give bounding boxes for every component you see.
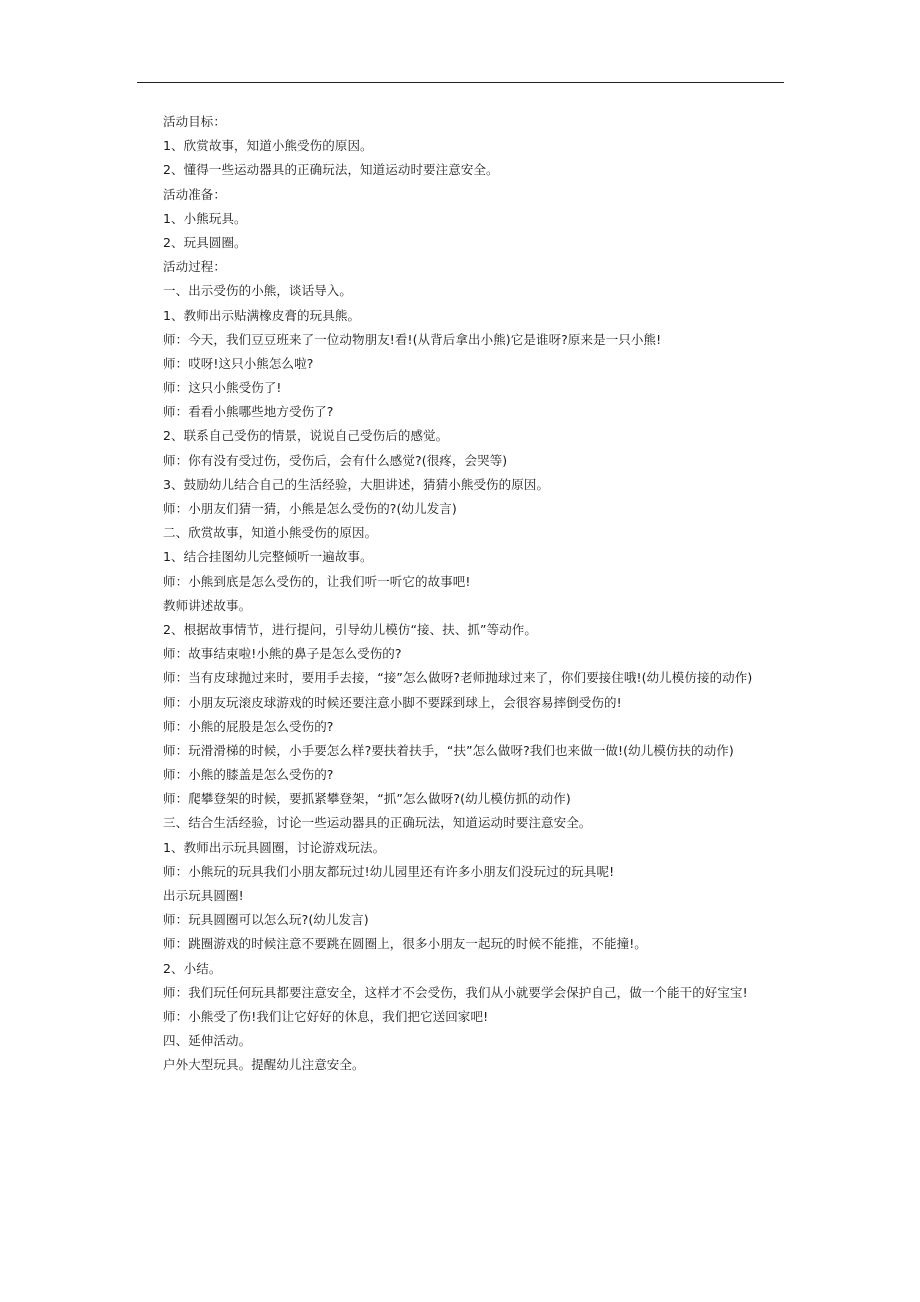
- text-line: 师：玩滑滑梯的时候，小手要怎么样?要扶着扶手，“扶”怎么做呀?我们也来做一做!(幼儿模仿扶的动作): [163, 742, 734, 758]
- text-line: 师：小朋友们猜一猜，小熊是怎么受伤的?(幼儿发言): [163, 501, 457, 516]
- text-line: 师：玩具圆圈可以怎么玩?(幼儿发言): [163, 912, 369, 928]
- text-line: 一、出示受伤的小熊，谈话导入。: [163, 283, 353, 299]
- header-rule: [137, 82, 784, 83]
- text-line: 1、结合挂图幼儿完整倾听一遍故事。: [163, 549, 373, 565]
- text-line: 2、懂得一些运动器具的正确玩法，知道运动时要注意安全。: [163, 162, 499, 178]
- text-line: 师：故事结束啦!小熊的鼻子是怎么受伤的?: [163, 646, 402, 662]
- text-line: 师：当有皮球抛过来时，要用手去接，“接”怎么做呀?老师抛球过来了，你们要接住哦!(幼儿模仿接的动作): [163, 670, 753, 686]
- text-line: 1、教师出示玩具圆圈，讨论游戏玩法。: [163, 839, 386, 855]
- text-line: 师：哎呀!这只小熊怎么啦?: [163, 355, 314, 371]
- text-line: 出示玩具圆圈!: [163, 888, 244, 903]
- text-line: 2、玩具圆圈。: [163, 234, 247, 250]
- text-line: 师：小朋友玩滚皮球游戏的时候还要注意小脚不要踩到球上，会很容易摔倒受伤的!: [163, 694, 622, 710]
- text-line: 1、欣赏故事，知道小熊受伤的原因。: [163, 138, 373, 154]
- text-line: 师：小熊到底是怎么受伤的，让我们听一听它的故事吧!: [163, 573, 471, 589]
- text-line: 教师讲述故事。: [163, 597, 252, 613]
- text-line: 师：小熊受了伤!我们让它好好的休息，我们把它送回家吧!: [163, 1008, 489, 1024]
- text-line: 活动目标：: [163, 114, 227, 129]
- text-line: 师：这只小熊受伤了!: [163, 380, 282, 396]
- text-line: 三、结合生活经验，讨论一些运动器具的正确玩法，知道运动时要注意安全。: [163, 815, 592, 831]
- text-line: 师：跳圈游戏的时候注意不要跳在圆圈上，很多小朋友一起玩的时候不能推，不能撞!。: [163, 936, 647, 952]
- text-line: 2、根据故事情节，进行提问，引导幼儿模仿“接、扶、抓”等动作。: [163, 621, 538, 637]
- text-line: 师：小熊玩的玩具我们小朋友都玩过!幼儿园里还有许多小朋友们没玩过的玩具呢!: [163, 863, 615, 879]
- text-line: 1、教师出示贴满橡皮膏的玩具熊。: [163, 307, 361, 323]
- text-line: 1、小熊玩具。: [163, 210, 247, 226]
- text-line: 师：小熊的屁股是怎么受伤的?: [163, 718, 334, 734]
- text-line: 师：小熊的膝盖是怎么受伤的?: [163, 767, 334, 783]
- text-line: 3、鼓励幼儿结合自己的生活经验，大胆讲述，猜猜小熊受伤的原因。: [163, 476, 550, 492]
- text-line: 师：你有没有受过伤，受伤后，会有什么感觉?(很疼，会哭等): [163, 452, 508, 468]
- text-line: 二、欣赏故事，知道小熊受伤的原因。: [163, 525, 378, 541]
- text-line: 师：我们玩任何玩具都要注意安全，这样才不会受伤，我们从小就要学会保护自己，做一个能干的好宝宝!: [163, 984, 748, 1000]
- text-line: 活动准备：: [163, 186, 227, 202]
- text-line: 四、延伸活动。: [163, 1033, 252, 1049]
- text-line: 户外大型玩具。提醒幼儿注意安全。: [163, 1057, 365, 1073]
- text-line: 师：看看小熊哪些地方受伤了?: [163, 404, 334, 420]
- text-line: 2、联系自己受伤的情景，说说自己受伤后的感觉。: [163, 428, 449, 444]
- text-line: 师：爬攀登架的时候，要抓紧攀登架，“抓”怎么做呀?(幼儿模仿抓的动作): [163, 791, 571, 807]
- document-body: [163, 110, 783, 1078]
- text-line: 师：今天，我们豆豆班来了一位动物朋友!看!(从背后拿出小熊)它是谁呀?原来是一只小熊!: [163, 331, 662, 347]
- text-line: 活动过程：: [163, 259, 227, 275]
- text-line: 2、小结。: [163, 960, 222, 976]
